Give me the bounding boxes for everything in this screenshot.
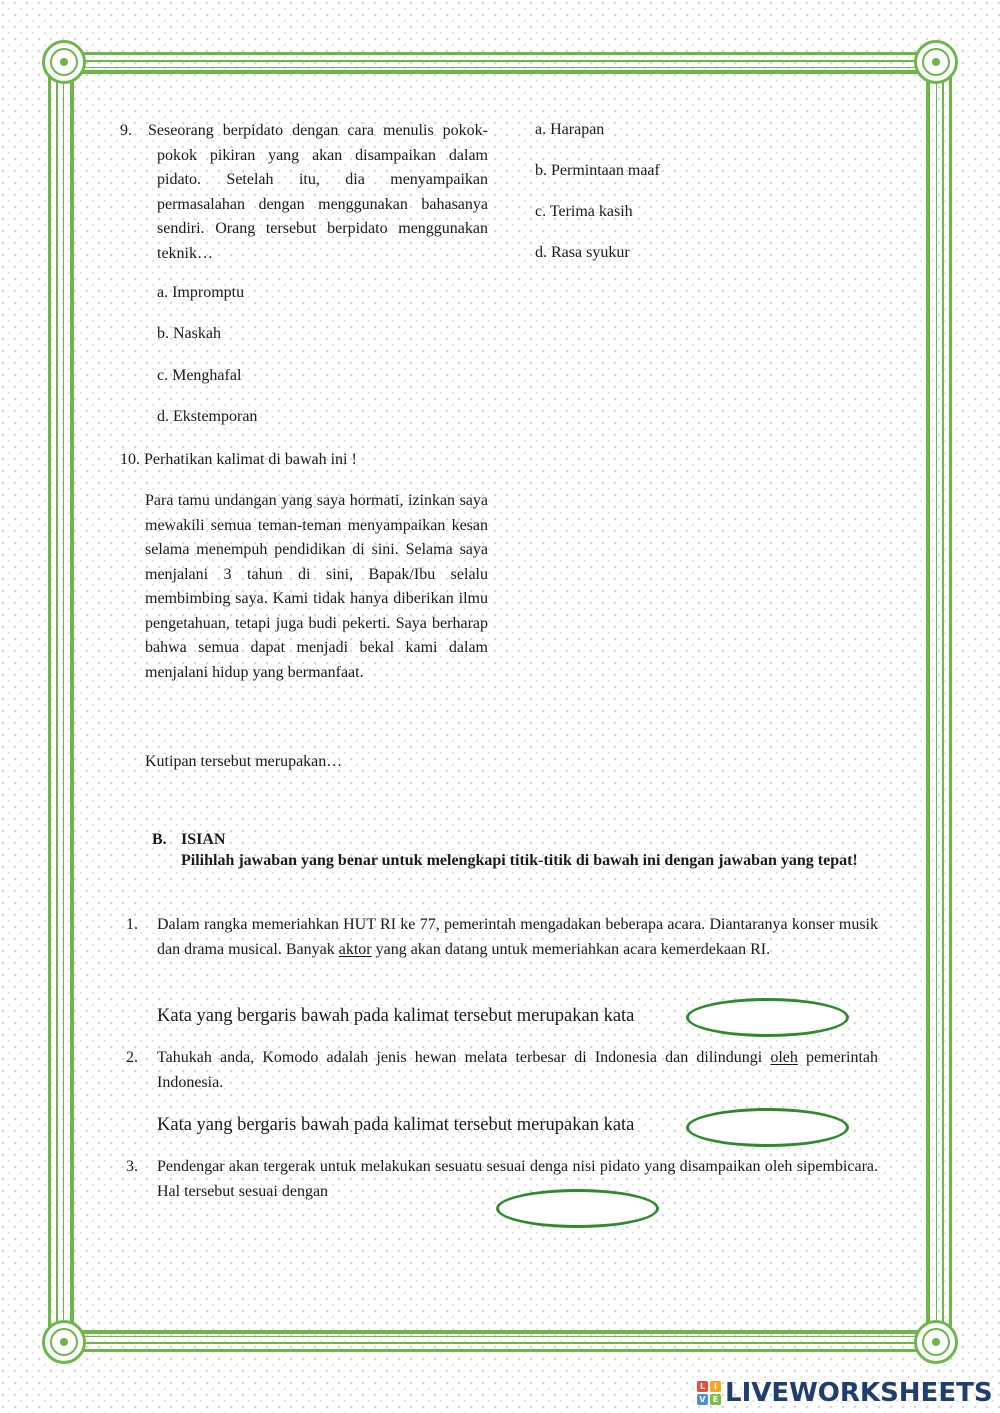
isian-1-text [157,913,878,962]
isian-1-number: 1. [126,916,138,933]
question-10-option-d: d. Rasa syukur [535,244,630,261]
question-10-option-c: c. Terima kasih [535,203,633,220]
isian-2-underlined-word: oleh [770,1049,798,1066]
isian-1-text-before: Dalam rangka memeriahkan HUT RI ke 77, pemerintah mengadakan beberapa acara. Diantaranya konser musik dan drama musical. Banyak [157,916,878,958]
isian-2-text [157,1046,878,1095]
isian-1-text-after: yang akan datang untuk memeriahkan acara kemerdekaan RI. [371,940,771,958]
liveworksheets-logo [697,1378,993,1408]
isian-2-text-before: Tahukah anda, Komodo adalah jenis hewan melata terbesar di Indonesia dan dilindungi [157,1049,771,1066]
isian-1-underlined-word: aktor [338,940,372,958]
question-10-prompt: Kutipan tersebut merupakan… [145,753,343,770]
section-b-title: ISIAN [181,831,226,848]
isian-3-answer-field[interactable] [496,1189,659,1228]
question-9-option-a: a. Impromptu [157,284,245,301]
question-9-option-c: c. Menghafal [157,367,242,384]
question-10-heading: 10. Perhatikan kalimat di bawah ini ! [120,451,357,468]
section-b-instruction: Pilihlah jawaban yang benar untuk melengkapi titik-titik di bawah ini dengan jawaban yang tepat! [181,852,858,869]
question-10-passage: Para tamu undangan yang saya hormati, izinkan saya mewakili semua teman-teman menyampaikan kesan selama menempuh pendidikan di sini. Selama saya menjalani 3 tahun di sini, Bapak/Ibu selalu membimbing saya. Kami tidak hanya diberikan ilmu pengetahuan, tetapi juga budi pekerti. Saya berharap bahwa semua dapat menjadi bekal kami dalam menjalani hidup yang bermanfaat. [145,492,488,681]
isian-3-number: 3. [126,1158,138,1175]
isian-3-text: Pendengar akan tergerak untuk melakukan sesuatu sesuai denga nisi pidato yang disampaikan oleh sipembicara. Hal tersebut sesuai dengan [157,1158,878,1200]
isian-2-text-after: pemerintah Indonesia. [157,1049,879,1091]
question-9-number: 9. [120,122,132,139]
isian-1-answer-prompt: Kata yang bergaris bawah pada kalimat tersebut merupakan kata [157,1006,635,1026]
question-9 [120,119,488,266]
liveworksheets-logo-icon: L I V E [697,1381,721,1405]
question-10-option-b: b. Permintaan maaf [535,162,660,179]
liveworksheets-logo-text: LIVEWORKSHEETS [725,1378,993,1408]
question-9-option-b: b. Naskah [157,325,221,342]
question-10-option-a: a. Harapan [535,121,605,138]
question-9-text: Seseorang berpidato dengan cara menulis pokok-pokok pikiran yang akan disampaikan dalam pidato. Setelah itu, dia menyampaikan permasalahan dengan menggunakan bahasanya sendiri. Orang tersebut berpidato menggunakan teknik… [148,122,488,262]
section-b-letter: B. [152,831,167,848]
isian-2-number: 2. [126,1049,138,1066]
isian-2-answer-prompt: Kata yang bergaris bawah pada kalimat tersebut merupakan kata [157,1115,635,1135]
isian-2-answer-field[interactable] [686,1108,849,1147]
question-9-option-d: d. Ekstemporan [157,408,258,425]
isian-1-answer-field[interactable] [686,998,849,1037]
